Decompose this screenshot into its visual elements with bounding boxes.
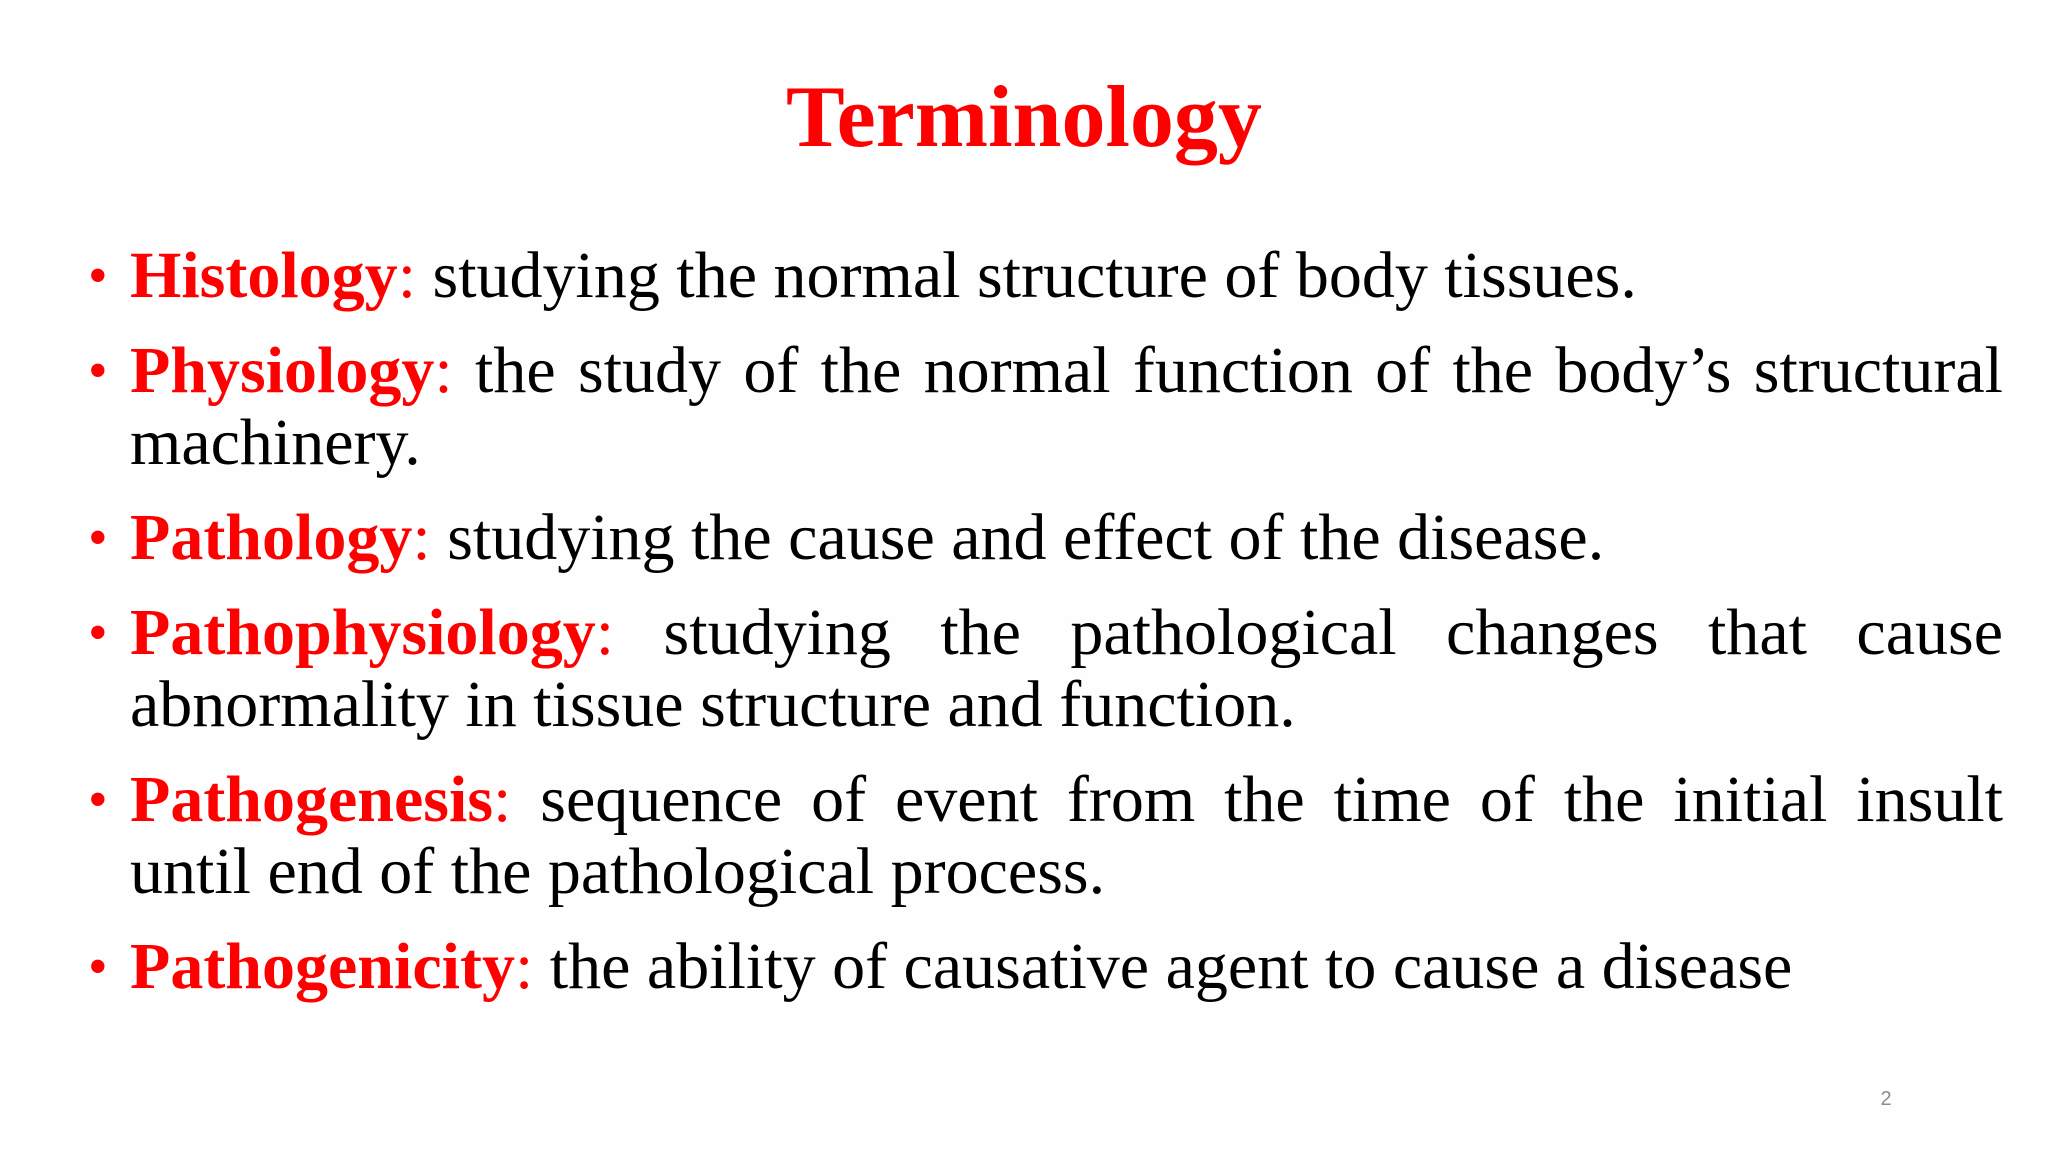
term-colon: : bbox=[493, 763, 512, 836]
term-colon: : bbox=[514, 930, 534, 1003]
term-list bbox=[88, 240, 2003, 1026]
list-item-pathology bbox=[88, 502, 2003, 574]
bullet-icon: • bbox=[88, 769, 108, 831]
term-definition: sequence of event from the time of the initial insult until end of the pathological process. bbox=[130, 763, 2003, 908]
list-item-pathogenesis bbox=[88, 764, 2003, 908]
list-item-histology bbox=[88, 240, 2003, 312]
list-item-pathogenicity bbox=[88, 931, 2003, 1003]
term-definition: studying the cause and effect of the disease. bbox=[430, 501, 1605, 574]
term-label: Pathogenicity bbox=[130, 930, 515, 1003]
page-number: 2 bbox=[1880, 1088, 1892, 1110]
bullet-icon: • bbox=[88, 340, 108, 402]
term-definition: the ability of causative agent to cause a disease bbox=[533, 930, 1793, 1003]
term-label: Physiology bbox=[130, 334, 435, 407]
bullet-icon: • bbox=[88, 507, 108, 569]
bullet-icon: • bbox=[88, 936, 108, 998]
term-colon: : bbox=[397, 239, 417, 312]
term-label: Pathophysiology bbox=[130, 596, 596, 669]
term-definition: the study of the normal function of the body’s structural machinery. bbox=[130, 334, 2003, 479]
bullet-icon: • bbox=[88, 602, 108, 664]
bullet-icon: • bbox=[88, 245, 108, 307]
list-item-pathophysiology bbox=[88, 597, 2003, 741]
term-label: Histology bbox=[130, 239, 398, 312]
term-label: Pathogenesis bbox=[130, 763, 493, 836]
term-definition: studying the pathological changes that cause abnormality in tissue structure and function. bbox=[130, 596, 2003, 741]
slide-title: Terminology bbox=[786, 69, 1262, 166]
term-colon: : bbox=[412, 501, 431, 574]
term-colon: : bbox=[595, 596, 615, 669]
term-label: Pathology bbox=[130, 501, 413, 574]
list-item-physiology bbox=[88, 335, 2003, 479]
term-colon: : bbox=[434, 334, 453, 407]
term-definition: studying the normal structure of body tissues. bbox=[416, 239, 1637, 312]
